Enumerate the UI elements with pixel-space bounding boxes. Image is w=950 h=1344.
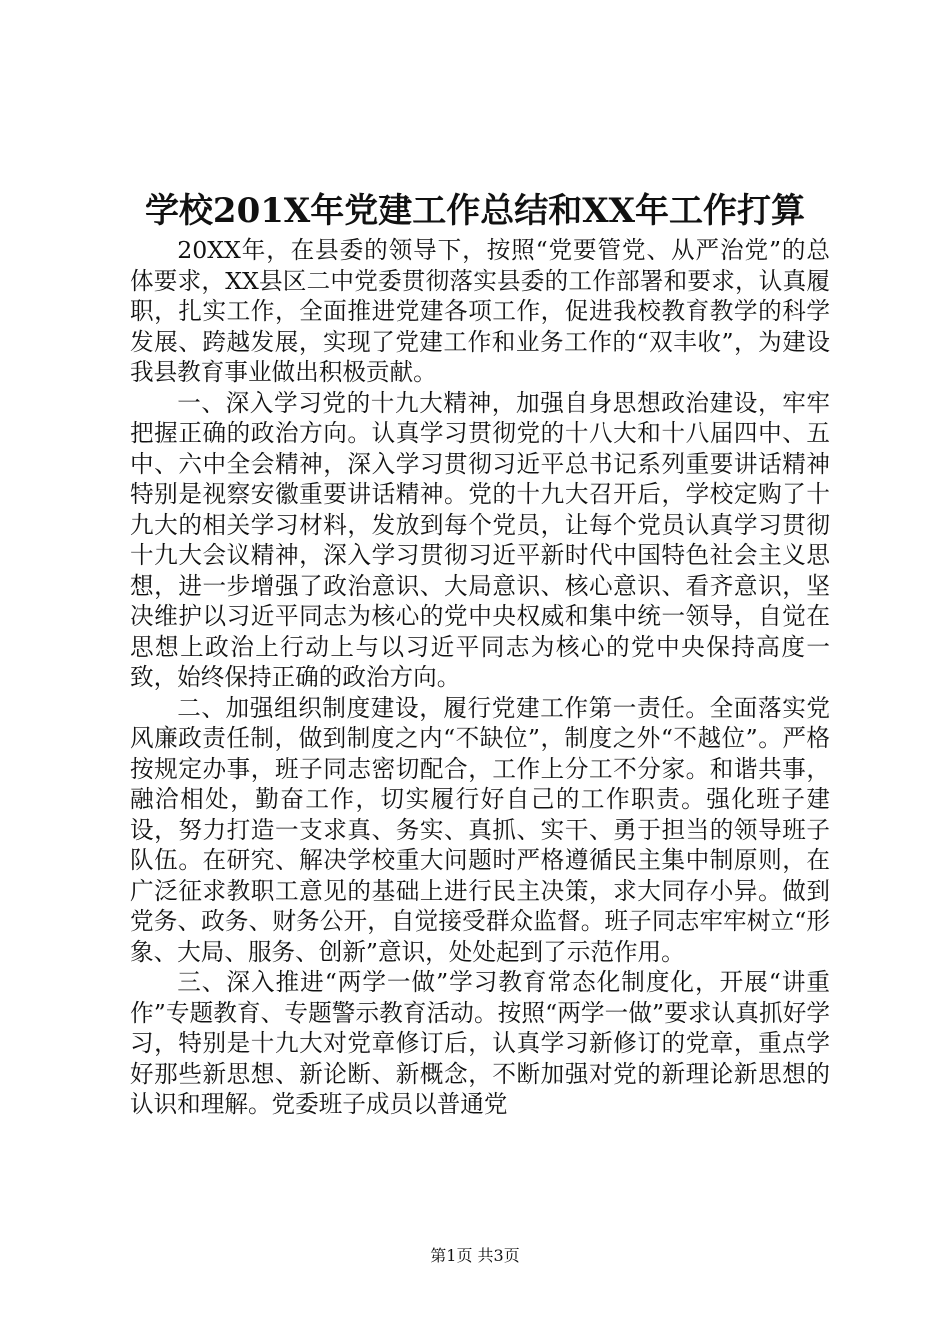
paragraph-section-2: 二、加强组织制度建设，履行党建工作第一责任。全面落实党风廉政责任制，做到制度之内“不缺位”，制度之外“不越位”。严格按规定办事，班子同志密切配合，工作上分工不分家。和谐共事，融洽相处，勤奋工作，切实履行好自己的工作职责。强化班子建设，努力打造一支求真、务实、真抓、实干、勇于担当的领导班子队伍。在研究、解决学校重大问题时严格遵循民主集中制原则，在广泛征求教职工意见的基础上进行民主决策，求大同存小异。做到党务、政务、财务公开，自觉接受群众监督。班子同志牢牢树立“形象、大局、服务、创新”意识，处处起到了示范作用。 (130, 693, 830, 966)
paragraph-intro: 20XX年，在县委的领导下，按照“党要管党、从严治党”的总体要求，XX县区二中党委贯彻落实县委的工作部署和要求，认真履职，扎实工作，全面推进党建各项工作，促进我校教育教学的科学发展、跨越发展，实现了党建工作和业务工作的“双丰收”，为建设我县教育事业做出积极贡献。 (130, 236, 830, 386)
paragraph-section-1: 一、深入学习党的十九大精神，加强自身思想政治建设，牢牢把握正确的政治方向。认真学习贯彻党的十八大和十八届四中、五中、六中全会精神，深入学习贯彻习近平总书记系列重要讲话精神特别是视察安徽重要讲话精神。党的十九大召开后，学校定购了十九大的相关学习材料，发放到每个党员，让每个党员认真学习贯彻十九大会议精神，深入学习贯彻习近平新时代中国特色社会主义思想，进一步增强了政治意识、大局意识、核心意识、看齐意识，坚决维护以习近平同志为核心的党中央权威和集中统一领导，自觉在思想上政治上行动上与以习近平同志为核心的党中央保持高度一致，始终保持正确的政治方向。 (130, 388, 830, 691)
paragraph-section-3: 三、深入推进“两学一做”学习教育常态化制度化，开展“讲重作”专题教育、专题警示教育活动。按照“两学一做”要求认真抓好学习，特别是十九大对党章修订后，认真学习新修订的党章，重点学好那些新思想、新论断、新概念，不断加强对党的新理论新思想的认识和理解。党委班子成员以普通党 (130, 968, 830, 1118)
document-title: 学校201X年党建工作总结和XX年工作打算 (144, 191, 806, 231)
document-body (130, 235, 830, 1120)
page-number-footer: 第1页 共3页 (430, 1246, 520, 1265)
